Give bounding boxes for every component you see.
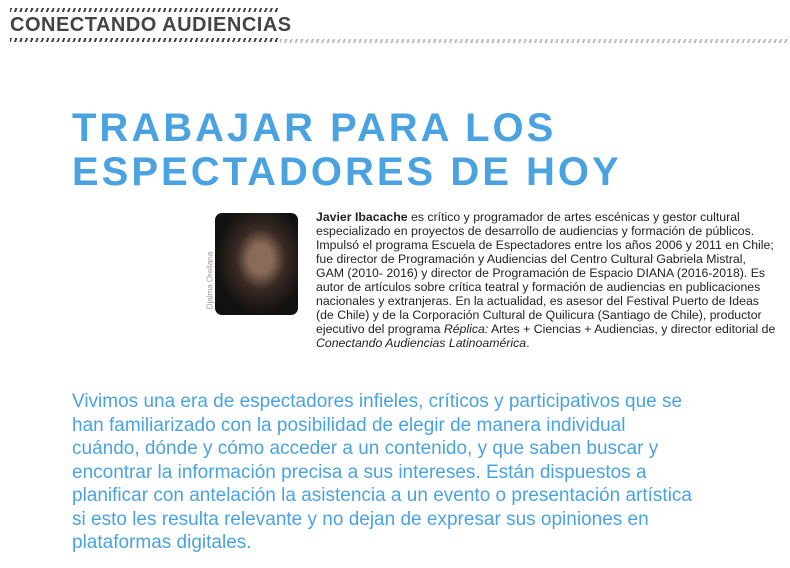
author-bio	[316, 210, 776, 350]
header-dash-extension	[280, 39, 790, 43]
header-dash-top	[10, 8, 280, 12]
section-title: CONECTANDO AUDIENCIAS	[10, 14, 292, 36]
title-line-2: ESPECTADORES DE HOY	[72, 150, 622, 194]
section-header	[10, 8, 292, 42]
title-line-1: TRABAJAR PARA LOS	[72, 106, 557, 150]
author-photo	[215, 213, 298, 315]
bio-program-name: Réplica:	[443, 322, 489, 336]
bio-publication-name: Conectando Audiencias Latinoamérica	[316, 336, 527, 350]
article-title	[72, 106, 622, 194]
author-name: Javier Ibacache	[316, 210, 408, 224]
bio-text: es crítico y programador de artes escénicas y gestor cultural especializado en proyectos de desarrollo de audiencias y formación de públicos. Impulsó el programa Escuela de Espectadores entre los años 2006 y 2011 en Chile; fue director de Programación y Audiencias del Centro Cultural Gabriela Mistral, GAM (2010- 2016) y director de Programación de Espacio DIANA (2016-2018). Es autor de artículos sobre crítica teatral y formación de audiencias en publicaciones nacionales y extranjeras. En la actualidad, es asesor del Festival Puerto de Ideas (de Chile) y de la Corporación Cultural de Quilicura (Santiago de Chile), productor ejecutivo del programa	[316, 210, 774, 336]
bio-text: .	[526, 336, 530, 350]
bio-text: Artes + Ciencias + Audiencias, y director editorial de	[488, 322, 776, 336]
lead-paragraph: Vivimos una era de espectadores infieles, críticos y participativos que se han familiarizado con la posibilidad de elegir de manera individual cuándo, dónde y cómo acceder a un contenido, y que saben buscar y encontrar la información precisa a sus intereses. Están dispuestos a planificar con antelación la asistencia a un evento o presentación artística si esto les resulta relevante y no dejan de expresar sus opiniones en plataformas digitales.	[72, 391, 692, 553]
photo-credit: Djalma Orellana	[205, 251, 215, 310]
header-dash-bottom	[10, 38, 280, 42]
